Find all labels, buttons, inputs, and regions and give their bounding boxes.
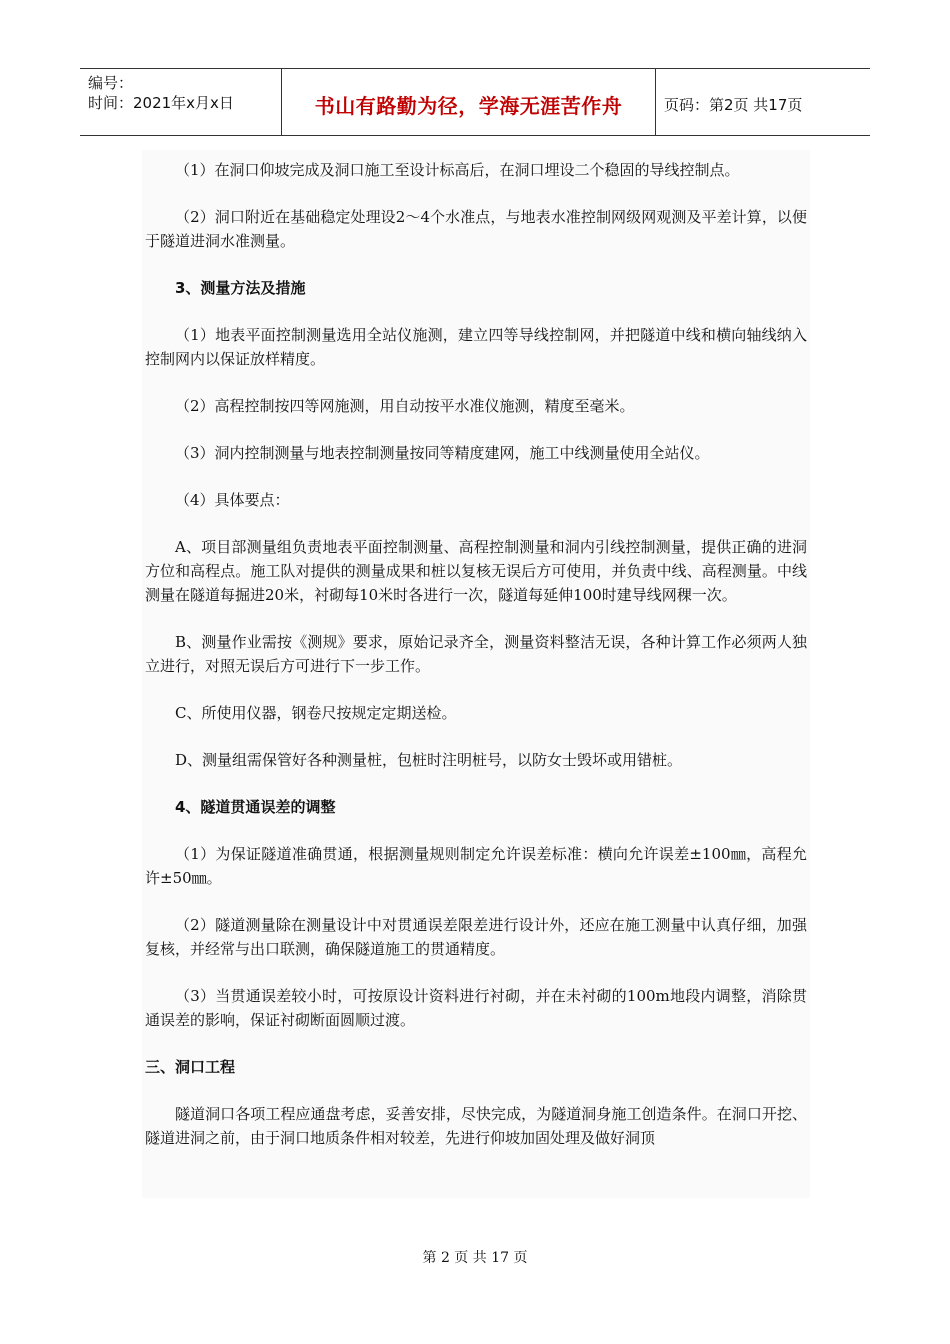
paragraph: （2）洞口附近在基础稳定处理设2～4个水准点，与地表水准控制网级网观测及平差计算，以便于隧道进洞水准测量。 [145,208,807,250]
document-number-label: 编号： [88,74,134,92]
paragraph: （3）洞内控制测量与地表控制测量按同等精度建网，施工中线测量使用全站仪。 [175,444,710,462]
paragraph: 隧道洞口各项工程应通盘考虑，妥善安排，尽快完成，为隧道洞身施工创造条件。在洞口开挖、隧道进洞之前，由于洞口地质条件相对较差，先进行仰坡加固处理及做好洞顶 [145,1105,807,1147]
paragraph: （1）地表平面控制测量选用全站仪施测，建立四等导线控制网，并把隧道中线和横向轴线纳入控制网内以保证放样精度。 [145,326,807,368]
paragraph: （1）为保证隧道准确贯通，根据测量规则制定允许误差标准：横向允许误差±100㎜，高程允许±50㎜。 [145,845,807,887]
paragraph: C、所使用仪器，钢卷尺按规定定期送检。 [175,704,457,722]
section-heading: 3、测量方法及措施 [175,279,306,297]
paragraph: B、测量作业需按《测规》要求，原始记录齐全，测量资料整洁无误，各种计算工作必须两人独立进行，对照无误后方可进行下一步工作。 [145,633,807,675]
paragraph: （1）在洞口仰坡完成及洞口施工至设计标高后，在洞口埋设二个稳固的导线控制点。 [175,161,740,179]
header-page-info: 页码：第2页 共17页 [664,95,803,114]
section-heading: 4、隧道贯通误差的调整 [175,798,336,816]
header-meta [80,69,282,135]
paragraph: D、测量组需保管好各种测量桩，包桩时注明桩号，以防女士毁坏或用错桩。 [175,751,683,769]
paragraph: A、项目部测量组负责地表平面控制测量、高程控制测量和洞内引线控制测量，提供正确的进洞方位和高程点。施工队对提供的测量成果和桩以复核无误后方可使用，并负责中线、高程测量。中线测量在隧道每掘进20米，衬砌每10米时各进行一次，隧道每延伸100时建导线网稞一次。 [145,538,807,604]
paragraph: （2）高程控制按四等网施测，用自动按平水准仪施测，精度至毫米。 [175,397,635,415]
page-header [80,68,870,136]
paragraph: （2）隧道测量除在测量设计中对贯通误差限差进行设计外，还应在施工测量中认真仔细，加强复核，并经常与出口联测，确保隧道施工的贯通精度。 [145,916,807,958]
paragraph: （3）当贯通误差较小时，可按原设计资料进行衬砌，并在未衬砌的100m地段内调整，消除贯通误差的影响，保证衬砌断面圆顺过渡。 [145,987,807,1029]
document-date-label: 时间：2021年x月x日 [88,94,234,112]
page-footer: 第 2 页 共 17 页 [422,1250,528,1266]
header-motto-cell [282,69,656,135]
paragraph: （4）具体要点： [175,491,290,509]
document-body [145,158,807,1173]
section-heading: 三、洞口工程 [145,1058,236,1076]
header-motto: 书山有路勤为径，学海无涯苦作舟 [314,93,623,118]
